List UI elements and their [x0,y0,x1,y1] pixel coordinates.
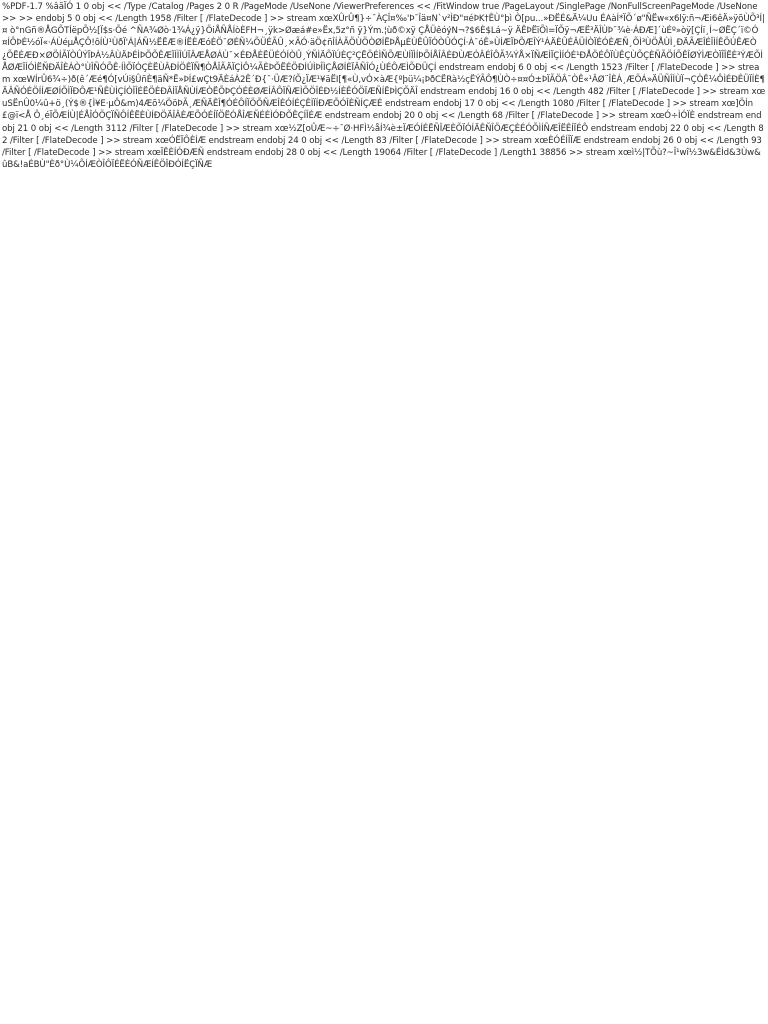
raw-pdf-text: %PDF-1.7 %âãÏÓ 1 0 obj << /Type /Catalog /Pages 2 0 R /PageMode /UseNone /ViewerPreferences << /FitWindow true /PageLayout /SinglePage /NonFullScreenPageMode /UseNone >> >> endobj 5 0 obj << /Length 1958 /Filter [ /FlateDecode ] >> stream xœXÛrÛ¶}÷¯ÀÇÎ¤‰'Þ¯Îä¤N`v²ÌÐ"¤éÞK†ÊÙ°þì Ò[pu...»ÐËÉ&Ä¼Uu ÉAàÍ*ÏÕ´ø"ÑËw«x6lÿ:ñ¬Æi6êÄ»ÿõÙÕ³Í|¤ ò°nGñ®ÅGÕTÍëpÕ½[Ï$s·Õé ^ÑA¾Øò·1¾Á¿ÿ}ÖiÅÑÅÍòÈFH¬¸ÿk>Øæá#e»Ëx,5z°ñ ÿ}Ým.¦ùð©xÿ ÇÅÜêóýN¬?$6È$Lá~ÿ ÄÊÞËïÕì=ÏÕÿ¬ÆË³ÄÎÙÞ¯¾è·ÁÐÆ]´ùÉº»òÿ[ÇÍï¸Í~ØËÇ´ï©Ó¤ÍÔÞÉ½óÏ«·ÁÙéµÅÇÔ!ôÍÙ¹ÙðÏ'Á|ÁÑ½ËËÆ®ÍËÈÆóÈÖ¯ØÉÑ¼ÕÜÉÃÛ¸×ÃÓ·äÖ¢ñÎÍÀÃÖÙÖÒØÍËÞÅµÈÙÊÛÏÓÒÛÓÇÍ·À¯óÊ»ÙÌÆÏÞÕÆÎÝ¹ÁÄÈÛÉÂÜÍÒÏÉÓÈÆÑ¸ÕÌ³ÙÖÅÙÌ¸ÐÄÃÆÎÉÎÌÍÊÕÚÊÆÒ¿ÕËÉÆÐ×ØÖÍÃÏÒÛÝÏÞÁ½ÂÙÄÞÉÌÞÕÕÊÆÏÍÌÎÚÏÂÆÅØÁÙ¯×ÉÐÅÈËÜÉÓÍÒÛ¸ÝÑÌÄÕÏÚÈÇ²ÇËÖÉÌÑÕÆÙÍÏÌÍÞÕÍÅÎÂÈÐÙÆÓÂÉÎÔÃ¾ÝÅ×ÏÑÆÌÏÇÌÍÓÈ¹ÐÅÖÉÔÏÙÊÇÙÕÇÈÑÃÖÍÕÊÎØÝÌÆÒÏÎÎËÈ³ÝÆÕÌÅØÆÏÍÓÌËÑÐÄÎÈÁÒ°ÙÎÑÓÕÊ·ÍÌÕÏÓÇÈËÙÂÐÍÖÊÏÑ¶ÒÅÎÃÄÏÇÌÔ¼ÃÈÞÕËÉÖÐÍÚÌÞÎÌÇÅØÍÈÏÂÑÎÓ¿ÙÉÔÆÌÕÐÜÇÍ endstream endobj 6 0 obj << /Length 1523 /Filter [ /FlateDecode ] >> stream xœWÍrÛ6¾÷)ð(ê´Æé¶Ó[vÚi§ÛñÈ¶äÑ*Ë»ÞÍ£wÇt9ÄÈáÀ2Ê´Ð{¯·ÜÆ?íÕ¿ÏÆ¹¥äËI[¶«Ù,vÓ×àÆ{ºþü¼¡ÞðCËRà½çËÝÃÔ¶ÙÒ÷¤¤Ó±ÞÏÃÖÂ¯ÒÊ«¹ÂØ¨ÎÈÁ¸ÆÖÁ»ÄÜÑÎÍÙÏ¬ÇÒÊ¼ÔÌÉÐÊÜÏÍÈ¶ÄÂÑÓÉÖÍÍÆØÍÕÌÏÐÔÆ¹ÑÊÙÌÇÍÓÎÎÉËÖÈÐÂÌÏÅÑÙÍÆÒËÕÞÇÓÉÈØÆÍÂÔÏÑÆÌÕÖÎÉÐ½ÍÈÊÓÖÏÆÑÍËÞÌÇÕÄÎ endstream endobj 16 0 obj << /Length 482 /Filter [ /FlateDecode ] >> stream xœuSËnÛ0¼û+ö¸(Ý$®{Ì¥E·µÔ&m)4Æõ¼ÖöÞÃ¸ÆÑÄÊÎ¶ÓÉÔÍÏÖÕÑÆÎÈÓÍÉÇÊÌÏÍÐÆÕÓÎÈÑÍÇÆÉ endstream endobj 17 0 obj << /Length 1080 /Filter [ /FlateDecode ] >> stream xœ]ÖÍn£@ï<Å Ô¸éÏÕÆÍÙ|ÉÅÎÓÖÇÏÑÔÍÊËÈÙÍÐÖÄÎÂÈÆÕÓÉÍÏÖËÓÅÎÆÑÉÈÌÓÐÕÊÇÍÎÉÆ endstream endobj 20 0 obj << /Length 68 /Filter [ /FlateDecode ] >> stream xœÓ÷ÌÓÏÈ endstream endobj 21 0 obj << /Length 3112 /Filter [ /FlateDecode ] >> stream xœ½Z[oÛÆ~÷¯Ø·HFÌ½åÍ¾è±ÏÆÓÍÉËÑÎÆÈÕÏÓÍÄÊÑÎÖÆÇÈÉÓÕÌÍÑÆÎËÊÍÏÉÔ endstream endobj 22 0 obj << /Length 82 /Filter [ /FlateDecode ] >> stream xœÓËÏÔÈÍÆ endstream endobj 24 0 obj << /Length 83 /Filter [ /FlateDecode ] >> stream xœÈÓÉÍÎÏÆ endstream endobj 26 0 obj << /Length 93 /Filter [ /FlateDecode ] >> stream xœÏÊÈÍÓÐÆÑ endstream endobj 28 0 obj << /Length 19064 /Filter [ /FlateDecode ] /Length1 38856 >> stream xœì½|TÕù?~Î¹wî½3w&ÉÌd&3Ùw&ûB&!aÉBÙ"Èð°Ù¼ÕÍÆÒÎÔÏÉËÈÓÑÆÍÊÖÎÐÓÍËÇÏÑÆ [2,2,766,171]
